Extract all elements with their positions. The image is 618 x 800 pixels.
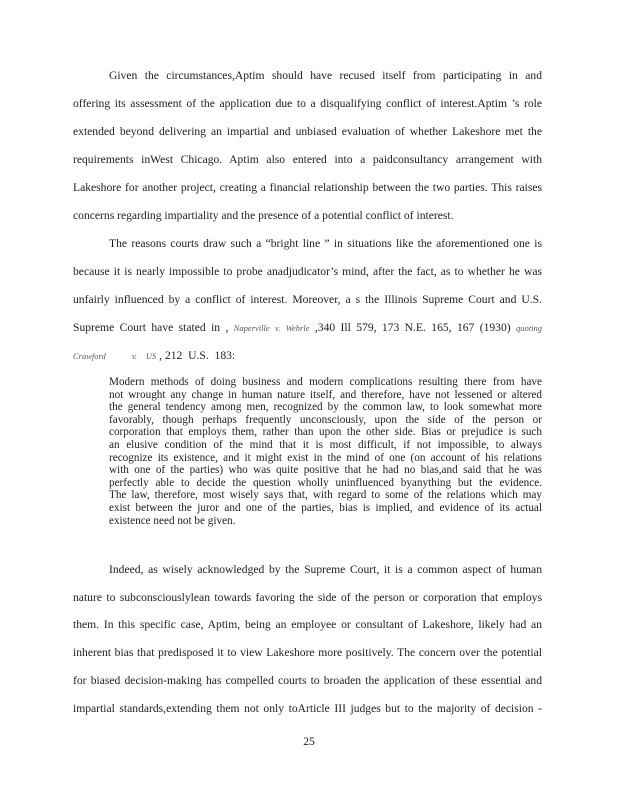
body-line: Lakeshore for another project, creating a financial relationship between the two parties. This raises (73, 181, 542, 194)
body-line: Indeed, as wisely acknowledged by the Supreme Court, it is a common aspect of human (109, 563, 542, 576)
body-line: them. In this specific case, Aptim, being an employee or consultant of Lakeshore, likely had an (73, 618, 542, 631)
citation-signal: quoting (516, 323, 543, 333)
citation-text: Supreme Court have stated in , (73, 321, 229, 334)
body-line: unfairly influenced by a conflict of interest. Moreover, a s the Illinois Supreme Court and U.S. (73, 293, 542, 306)
body-line: concerns regarding impartiality and the presence of a potential conflict of interest. (73, 209, 454, 222)
quote-line: not wrought any change in human nature itself, and therefore, have not lessened or altered (109, 388, 542, 401)
body-line: Given the circumstances,Aptim should have recused itself from participating in and (109, 69, 542, 82)
case-name: Naperville (233, 323, 270, 333)
quote-line: favorably, though perhaps frequently unconsciously, upon the side of the person or (109, 413, 542, 426)
body-line: impartial standards,extending them not only toArticle III judges but to the majority of decision - (73, 702, 542, 715)
body-line: extended beyond delivering an impartial and unbiased evaluation of whether Lakeshore met the (73, 125, 542, 138)
case-versus: v. (275, 323, 281, 333)
body-line: requirements inWest Chicago. Aptim also entered into a paidconsultancy arrangement with (73, 153, 542, 166)
citation-reporter: , 212 U.S. 183: (159, 349, 236, 362)
quote-line: the general tendency among men, recognized by the common law, to look somewhat more (109, 401, 542, 414)
body-line: because it is nearly impossible to probe anadjudicator’s mind, after the fact, as to whether he was (73, 265, 542, 278)
body-line: for biased decision-making has compelled courts to broaden the application of these essential and (73, 674, 542, 687)
case-name: Crawford (73, 351, 106, 361)
quote-line: recognize its existence, and it might exist in the mind of one (on account of his relations (109, 451, 542, 464)
citation-line (73, 321, 542, 335)
page-number: 25 (303, 735, 315, 748)
citation-line (73, 349, 542, 363)
quote-line: exist between the juror and one of the parties, bias is implied, and evidence of its actual (109, 501, 542, 514)
case-versus: v. (131, 351, 138, 361)
quote-line: Modern methods of doing business and modern complications resulting there from have (109, 376, 542, 388)
quote-line: The law, therefore, most wisely says that, with regard to some of the relations which may (109, 489, 542, 502)
quote-line: existence need not be given. (109, 514, 236, 527)
quote-line: corporation that employs them, rather than upon the other side. Bias or prejudice is such (109, 426, 542, 439)
citation-reporter: ,340 Ill 579, 173 N.E. 165, 167 (1930) (314, 321, 511, 334)
body-line: inherent bias that predisposed it to view Lakeshore more positively. The concern over the potential (73, 646, 542, 659)
body-line: offering its assessment of the application due to a disqualifying conflict of interest.Aptim ’s role (73, 97, 542, 110)
quote-line: an elusive condition of the mind that it is most difficult, if not impossible, to always (109, 438, 542, 451)
quote-line: with one of the parties) who was quite positive that he had no bias,and said that he was (109, 464, 542, 477)
body-line: nature to subconsciouslylean towards favoring the side of the person or corporation that employs (73, 591, 542, 604)
block-quote (109, 376, 542, 527)
body-line: The reasons courts draw such a “bright line ” in situations like the aforementioned one is (109, 237, 542, 250)
case-name: US (145, 351, 157, 361)
quote-line: perfectly able to decide the question wholly uninfluenced byanything but the evidence. (109, 476, 542, 489)
case-name: Wehrle (285, 323, 310, 333)
